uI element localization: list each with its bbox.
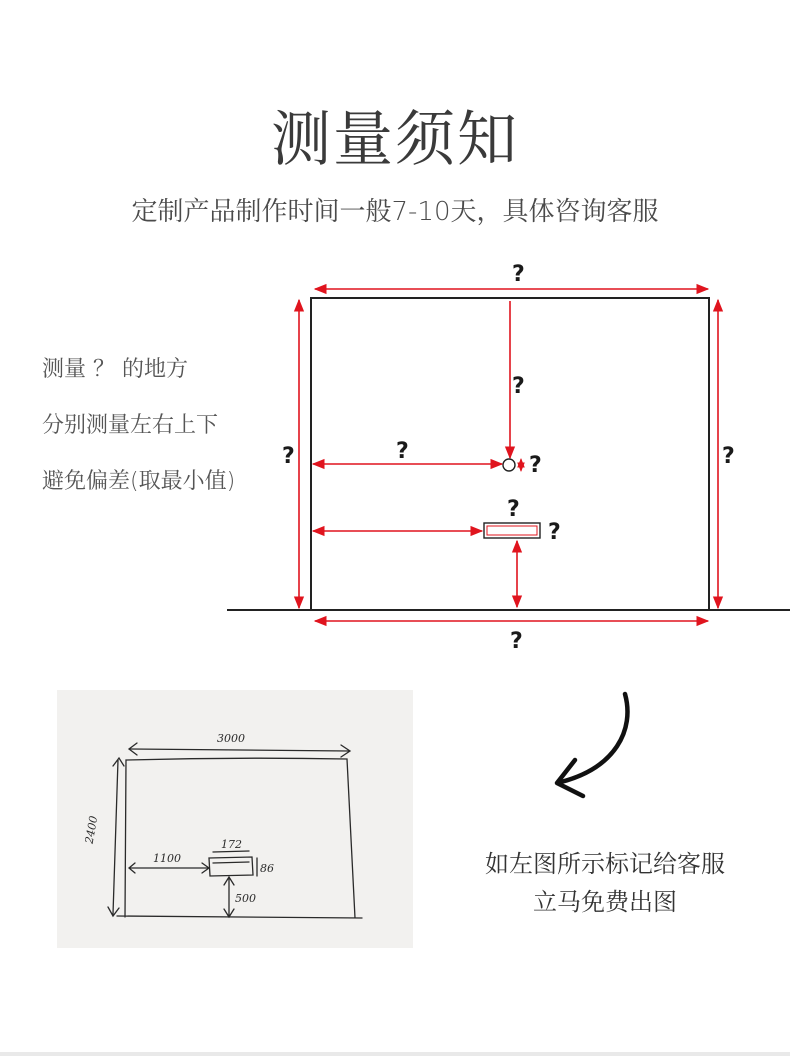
sketch-box-height-label: 86 [260, 862, 274, 875]
curved-arrow-icon [545, 690, 645, 805]
box-height-mark: ? [548, 520, 561, 545]
caption-line-1: 如左图所示标记给客服 [485, 850, 725, 878]
left-to-circle-mark: ? [396, 439, 409, 464]
sketch-floor-arrow [224, 877, 234, 917]
sketch-height-label: 2400 [82, 814, 101, 845]
sketch-box-width-mark [213, 851, 249, 852]
right-height-mark: ? [722, 444, 735, 469]
top-to-circle-mark: ? [512, 374, 525, 399]
hand-sketch-example [57, 690, 413, 948]
note-minimum-value: 避免偏差(取最小值) [42, 469, 236, 494]
circle-diameter-mark: ? [529, 453, 542, 478]
sketch-offset-label: 1100 [153, 852, 181, 865]
bottom-width-mark: ? [510, 629, 523, 654]
note-measure-sides: 分别测量左右上下 [42, 413, 219, 438]
page-title: 测量须知 [271, 105, 519, 175]
box-width-mark: ? [507, 497, 520, 522]
caption-line-2: 立马免费出图 [533, 888, 677, 916]
sketch-width-label: 3000 [217, 732, 245, 745]
measurement-diagram [0, 255, 790, 665]
sketch-caption [445, 845, 765, 921]
sketch-floor-label: 500 [235, 892, 256, 905]
sketch-box [209, 857, 253, 876]
bottom-divider [0, 1052, 790, 1056]
sketch-height-arrow [108, 758, 124, 916]
left-height-mark: ? [282, 444, 295, 469]
page-subtitle: 定制产品制作时间一般7-10天，具体咨询客服 [131, 197, 659, 227]
socket-box [484, 523, 540, 538]
sketch-box-width-label: 172 [221, 838, 242, 851]
top-width-mark: ? [512, 262, 525, 287]
pipe-hole-circle [503, 459, 515, 471]
note-measure-marks: 测量 ？ 的地方 [42, 357, 188, 382]
sketch-width-arrow [129, 743, 350, 757]
